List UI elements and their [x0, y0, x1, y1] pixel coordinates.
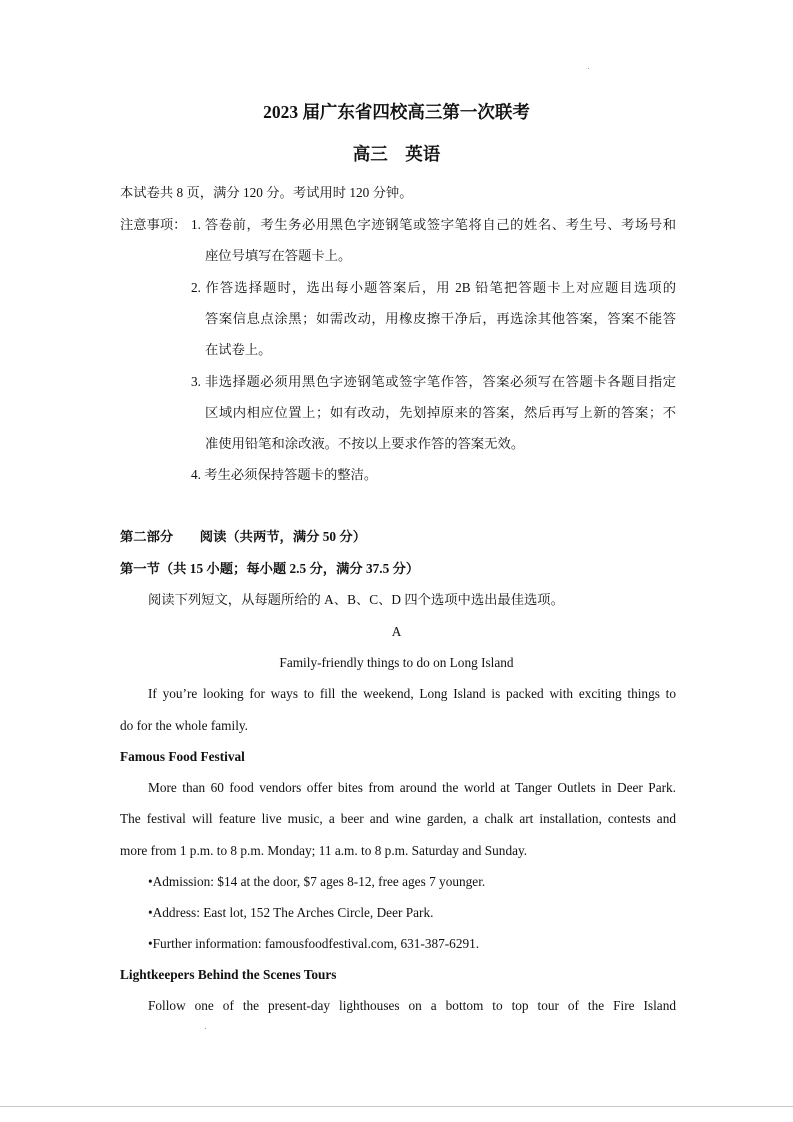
- food-festival-line-3: more from 1 p.m. to 8 p.m. Monday; 11 a.m. to 8 p.m. Saturday and Sunday.: [120, 843, 528, 858]
- footer-mark: [205, 1028, 206, 1029]
- note-2-line-1: 2. 作答选择题时，选出每小题答案后，用 2B 铅笔把答题卡上对应题目选项的: [191, 280, 676, 295]
- section-heading-lightkeepers: Lightkeepers Behind the Scenes Tours: [120, 967, 337, 982]
- passage-title: Family-friendly things to do on Long Island: [279, 655, 514, 670]
- note-3-line-1: 3. 非选择题必须用黑色字迹钢笔或签字笔作答，答案必须写在答题卡各题目指定: [191, 374, 676, 389]
- part2-heading: 第二部分 阅读（共两节，满分 50 分）: [120, 529, 366, 544]
- bullet-admission: •Admission: $14 at the door, $7 ages 8-12, free ages 7 younger.: [148, 874, 486, 889]
- section1-heading: 第一节（共 15 小题；每小题 2.5 分，满分 37.5 分）: [120, 561, 420, 576]
- note-3-line-2: 区域内相应位置上；如有改动，先划掉原来的答案，然后再写上新的答案；不: [205, 405, 676, 420]
- passage-intro-line-2: do for the whole family.: [120, 718, 249, 733]
- lightkeepers-line-1: Follow one of the present-day lighthouses on a bottom to top tour of the Fire Island: [148, 998, 676, 1013]
- food-festival-line-2: The festival will feature live music, a beer and wine garden, a chalk art installation, contests and: [120, 811, 676, 826]
- bullet-address: •Address: East lot, 152 The Arches Circle, Deer Park.: [148, 905, 434, 920]
- exam-info: 本试卷共 8 页，满分 120 分。考试用时 120 分钟。: [120, 185, 413, 200]
- note-1-line-2: 座位号填写在答题卡上。: [205, 248, 352, 263]
- passage-intro-line-1: If you’re looking for ways to fill the weekend, Long Island is packed with exciting things to: [148, 686, 676, 701]
- exam-subtitle: 高三 英语: [352, 144, 441, 164]
- reading-instruction: 阅读下列短文，从每题所给的 A、B、C、D 四个选项中选出最佳选项。: [148, 592, 564, 607]
- section-heading-food-festival: Famous Food Festival: [120, 749, 245, 764]
- corner-mark: [588, 68, 589, 69]
- passage-label: A: [391, 624, 402, 639]
- exam-title: 2023 届广东省四校高三第一次联考: [263, 102, 530, 122]
- bullet-further-info: •Further information: famousfoodfestival.com, 631-387-6291.: [148, 936, 480, 951]
- note-1-line-1: 1. 答卷前，考生务必用黑色字迹钢笔或签字笔将自己的姓名、考生号、考场号和: [191, 217, 676, 232]
- food-festival-line-1: More than 60 food vendors offer bites from around the world at Tanger Outlets in Deer Park.: [148, 780, 676, 795]
- note-3-line-3: 准使用铅笔和涂改液。不按以上要求作答的答案无效。: [205, 436, 525, 451]
- page-bottom-rule: [0, 1106, 793, 1107]
- notice-label: 注意事项：: [120, 217, 187, 232]
- note-2-line-3: 在试卷上。: [205, 342, 272, 357]
- note-4-line-1: 4. 考生必须保持答题卡的整洁。: [191, 467, 378, 482]
- note-2-line-2: 答案信息点涂黑；如需改动，用橡皮擦干净后，再选涂其他答案，答案不能答: [205, 311, 676, 326]
